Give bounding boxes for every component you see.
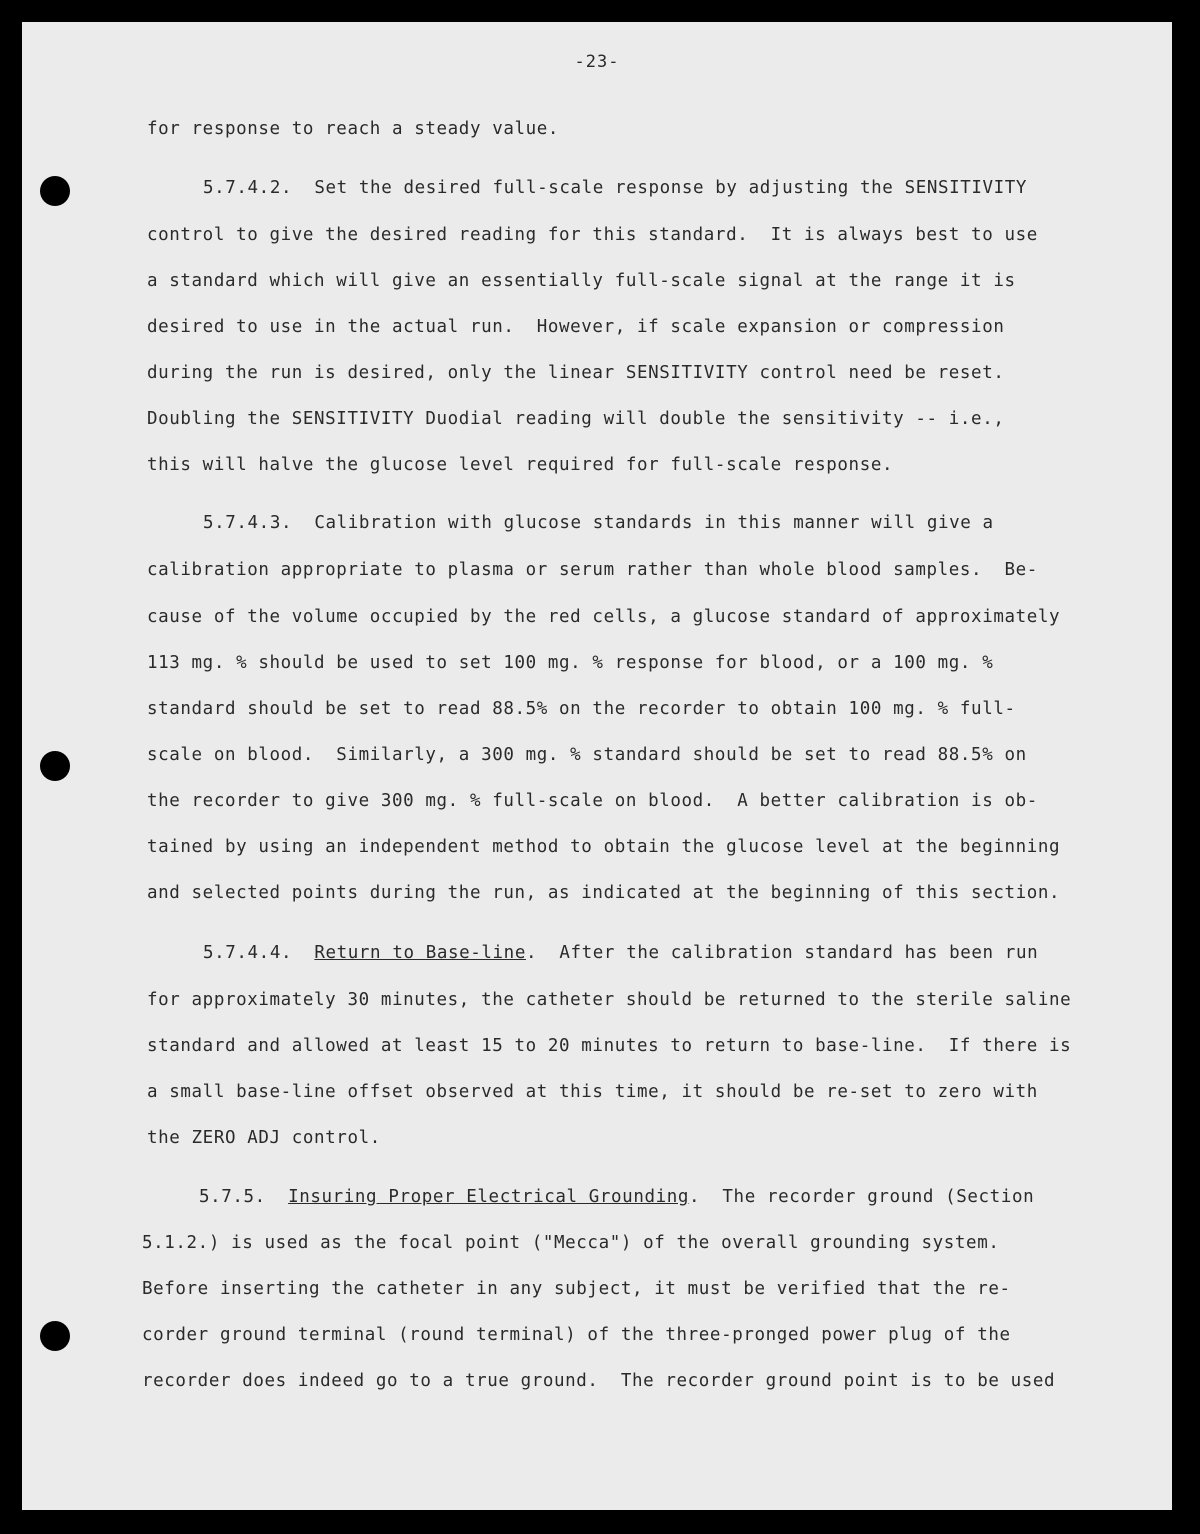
section-line: 5.7.4.3. Calibration with glucose standards in this manner will give a <box>203 513 994 533</box>
section-line: 5.7.4.2. Set the desired full-scale response by adjusting the SENSITIVITY <box>203 178 1028 198</box>
section-heading: Return to Base-line <box>314 943 526 963</box>
text-line: tained by using an independent method to obtain the glucose level at the beginning <box>147 837 1061 857</box>
text-line: standard and allowed at least 15 to 20 minutes to return to base-line. If there is <box>147 1036 1072 1056</box>
section-number: 5.7.4.3. <box>203 513 293 533</box>
section-number: 5.7.4.4. <box>203 943 293 963</box>
section-heading: Insuring Proper Electrical Grounding <box>288 1187 690 1207</box>
section-line: 5.7.4.4. Return to Base-line. After the calibration standard has been run <box>203 943 1039 963</box>
binder-hole-top <box>40 176 70 206</box>
text-line: for approximately 30 minutes, the catheter should be returned to the sterile saline <box>147 990 1072 1010</box>
text-line: the recorder to give 300 mg. % full-scale on blood. A better calibration is ob- <box>147 791 1038 811</box>
text-line: 5.1.2.) is used as the focal point ("Mecca") of the overall grounding system. <box>142 1233 1000 1253</box>
text-line: desired to use in the actual run. However, if scale expansion or compression <box>147 317 1005 337</box>
text-line: recorder does indeed go to a true ground. The recorder ground point is to be used <box>142 1371 1056 1391</box>
text-line: for response to reach a steady value. <box>147 119 560 139</box>
binder-hole-middle <box>40 751 70 781</box>
text-line: scale on blood. Similarly, a 300 mg. % standard should be set to read 88.5% on <box>147 745 1027 765</box>
section-line: 5.7.5. Insuring Proper Electrical Grounding. The recorder ground (Section <box>199 1187 1035 1207</box>
text-line: and selected points during the run, as indicated at the beginning of this section. <box>147 883 1061 903</box>
page-number: -23- <box>574 52 620 72</box>
text-line: a small base-line offset observed at this time, it should be re-set to zero with <box>147 1082 1038 1102</box>
text-line: calibration appropriate to plasma or serum rather than whole blood samples. Be- <box>147 560 1038 580</box>
text-line: during the run is desired, only the linear SENSITIVITY control need be reset. <box>147 363 1005 383</box>
text-line: control to give the desired reading for this standard. It is always best to use <box>147 225 1038 245</box>
text-line: standard should be set to read 88.5% on the recorder to obtain 100 mg. % full- <box>147 699 1016 719</box>
text-line: Before inserting the catheter in any subject, it must be verified that the re- <box>142 1279 1011 1299</box>
text-line: corder ground terminal (round terminal) of the three-pronged power plug of the <box>142 1325 1011 1345</box>
document-page <box>22 22 1172 1510</box>
text-line: cause of the volume occupied by the red cells, a glucose standard of approximately <box>147 607 1061 627</box>
section-number: 5.7.5. <box>199 1187 266 1207</box>
text-line: 113 mg. % should be used to set 100 mg. % response for blood, or a 100 mg. % <box>147 653 994 673</box>
binder-hole-bottom <box>40 1321 70 1351</box>
text-line: this will halve the glucose level required for full-scale response. <box>147 455 894 475</box>
text-line: the ZERO ADJ control. <box>147 1128 381 1148</box>
text-line: Doubling the SENSITIVITY Duodial reading will double the sensitivity -- i.e., <box>147 409 1005 429</box>
section-number: 5.7.4.2. <box>203 178 293 198</box>
text-line: a standard which will give an essentially full-scale signal at the range it is <box>147 271 1016 291</box>
